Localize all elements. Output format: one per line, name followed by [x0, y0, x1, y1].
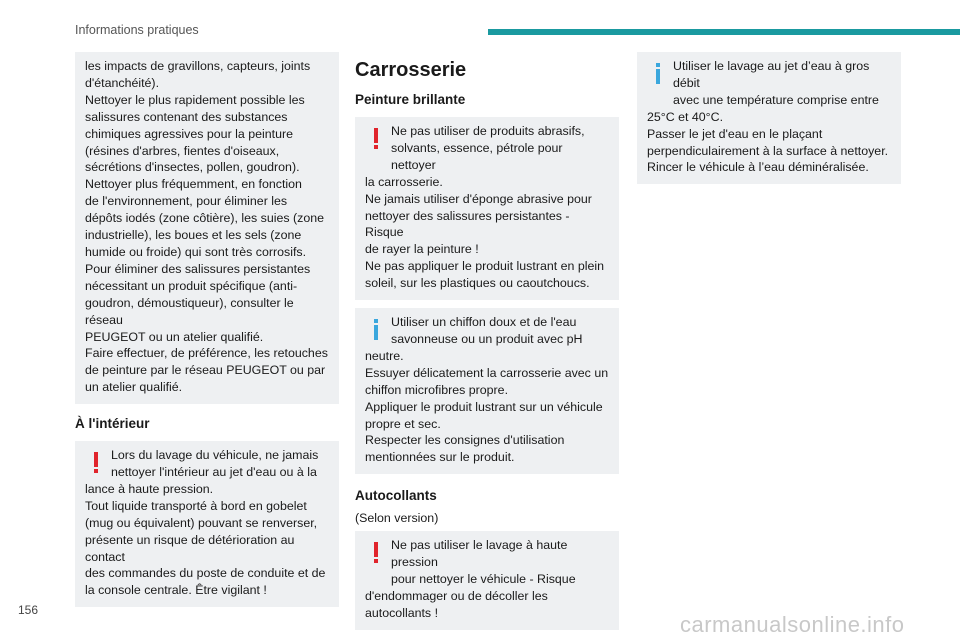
info-icon — [369, 318, 383, 342]
warning-box-interieur — [75, 441, 339, 607]
watermark: carmanualsonline.info — [680, 612, 905, 637]
box-text: les impacts de gravillons, capteurs, joints d'étanchéité). Nettoyer le plus rapidement possible les salissures contenant des substances chimiques agressives pour la peinture (résines d'arbres, fientes d'oiseaux, sécrétions d'insectes, pollen, goudron). Nettoyer plus fréquemment, en fonction de l'environnement, pour éliminer les dépôts iodés (zone côtière), les suies (zone industrielle), les boues et les sels (zone humide ou froide) qui sont très corrosifs. Pour éliminer des salissures persistantes nécessitant un produit spécifique (anti- goudron, démoustiqueur), consulter le réseau PEUGEOT ou un atelier qualifié. Faire effectuer, de préférence, les retouches de peinture par le réseau PEUGEOT ou par un atelier qualifié. — [85, 59, 328, 395]
heading-autocollants: Autocollants — [355, 488, 437, 504]
warning-exclamation-icon — [369, 127, 383, 151]
column-left — [75, 52, 339, 615]
selon-version: (Selon version) — [355, 511, 439, 526]
info-box-peinture — [355, 308, 619, 474]
header-accent-bar — [488, 29, 960, 35]
info-text-rest: neutre. Essuyer délicatement la carrosserie avec un chiffon microfibres propre. Appliquer le produit lustrant sur un véhicule propre et sec. Respecter les consignes d'utilisation mentionnées sur le produit. — [365, 348, 609, 465]
info-icon — [651, 62, 665, 86]
info-text-rest: 25°C et 40°C. Passer le jet d'eau en le plaçant perpendiculairement à la surface à nettoyer. Rincer le véhicule à l’eau déminéralisée. — [647, 109, 889, 175]
warning-text-first: Ne pas utiliser de produits abrasifs, solvants, essence, pétrole pour nettoyer — [391, 124, 585, 172]
warning-box-peinture — [355, 117, 619, 300]
column-middle — [355, 52, 619, 638]
warning-text-first: Ne pas utiliser le lavage à haute pression pour nettoyer le véhicule - Risque — [391, 538, 576, 587]
warning-exclamation-icon — [369, 541, 383, 565]
info-box-lavage — [637, 52, 901, 184]
warning-box-autocollants — [355, 531, 619, 630]
header-title: Informations pratiques — [75, 23, 199, 37]
warning-text-rest: la carrosserie. Ne jamais utiliser d'éponge abrasive pour nettoyer des salissures persistantes - Risque de rayer la peinture ! Ne pas appliquer le produit lustrant en plein soleil, sur les plastiques ou caoutchoucs. — [365, 174, 605, 291]
warning-text-rest: lance à haute pression. Tout liquide transporté à bord en gobelet (mug ou équivalent) pouvant se renverser, présente un risque de détérioration au contact des commandes du poste de conduite et de la console centrale. Être vigilant ! — [85, 481, 326, 598]
heading-peinture: Peinture brillante — [355, 92, 466, 107]
section-title: Carrosserie — [355, 59, 467, 81]
warning-text-rest: d'endommager ou de décoller les autocollants ! — [365, 588, 548, 620]
info-text-first: Utiliser un chiffon doux et de l'eau savonneuse ou un produit avec pH — [391, 315, 583, 346]
text-box-continued — [75, 52, 339, 404]
warning-exclamation-icon — [89, 451, 103, 475]
warning-text-first: Lors du lavage du véhicule, ne jamais nettoyer l'intérieur au jet d'eau ou à la — [111, 448, 319, 480]
column-right — [637, 52, 901, 192]
info-text-first: Utiliser le lavage au jet d’eau à gros débit avec une température comprise entre — [673, 59, 879, 107]
heading-interieur: À l'intérieur — [75, 416, 150, 432]
page-number: 156 — [18, 603, 39, 617]
